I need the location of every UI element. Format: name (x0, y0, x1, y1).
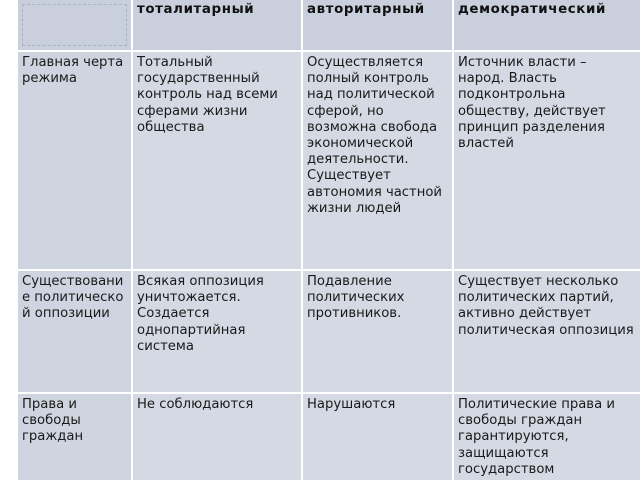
row-label-opposition: Существование политической оппозиции (18, 271, 131, 392)
cell-rights-authoritarian: Нарушаются (303, 394, 452, 480)
cell-main-feature-democratic: Источник власти – народ. Власть подконтрольна обществу, действует принцип разделения властей (454, 52, 640, 269)
cell-rights-totalitarian: Не соблюдаются (133, 394, 301, 480)
cell-opposition-totalitarian: Всякая оппозиция уничтожается. Создается однопартийная система (133, 271, 301, 392)
header-authoritarian: авторитарный (303, 0, 452, 50)
corner-placeholder (22, 4, 127, 46)
cell-main-feature-authoritarian: Осуществляется полный контроль над политической сферой, но возможна свобода экономической деятельности. Существует автономия частной жизни людей (303, 52, 452, 269)
cell-opposition-democratic: Существует несколько политических партий, активно действует политическая оппозиция (454, 271, 640, 392)
row-label-rights-freedoms: Права и свободы граждан (18, 394, 131, 480)
header-totalitarian: тоталитарный (133, 0, 301, 50)
cell-main-feature-totalitarian: Тотальный государственный контроль над всеми сферами жизни общества (133, 52, 301, 269)
cell-opposition-authoritarian: Подавление политических противников. (303, 271, 452, 392)
political-regimes-table (18, 0, 640, 480)
header-democratic: демократический (454, 0, 640, 50)
cell-rights-democratic: Политические права и свободы граждан гарантируются, защищаются государством (454, 394, 640, 480)
header-corner-cell (18, 0, 131, 50)
row-label-main-feature: Главная черта режима (18, 52, 131, 269)
